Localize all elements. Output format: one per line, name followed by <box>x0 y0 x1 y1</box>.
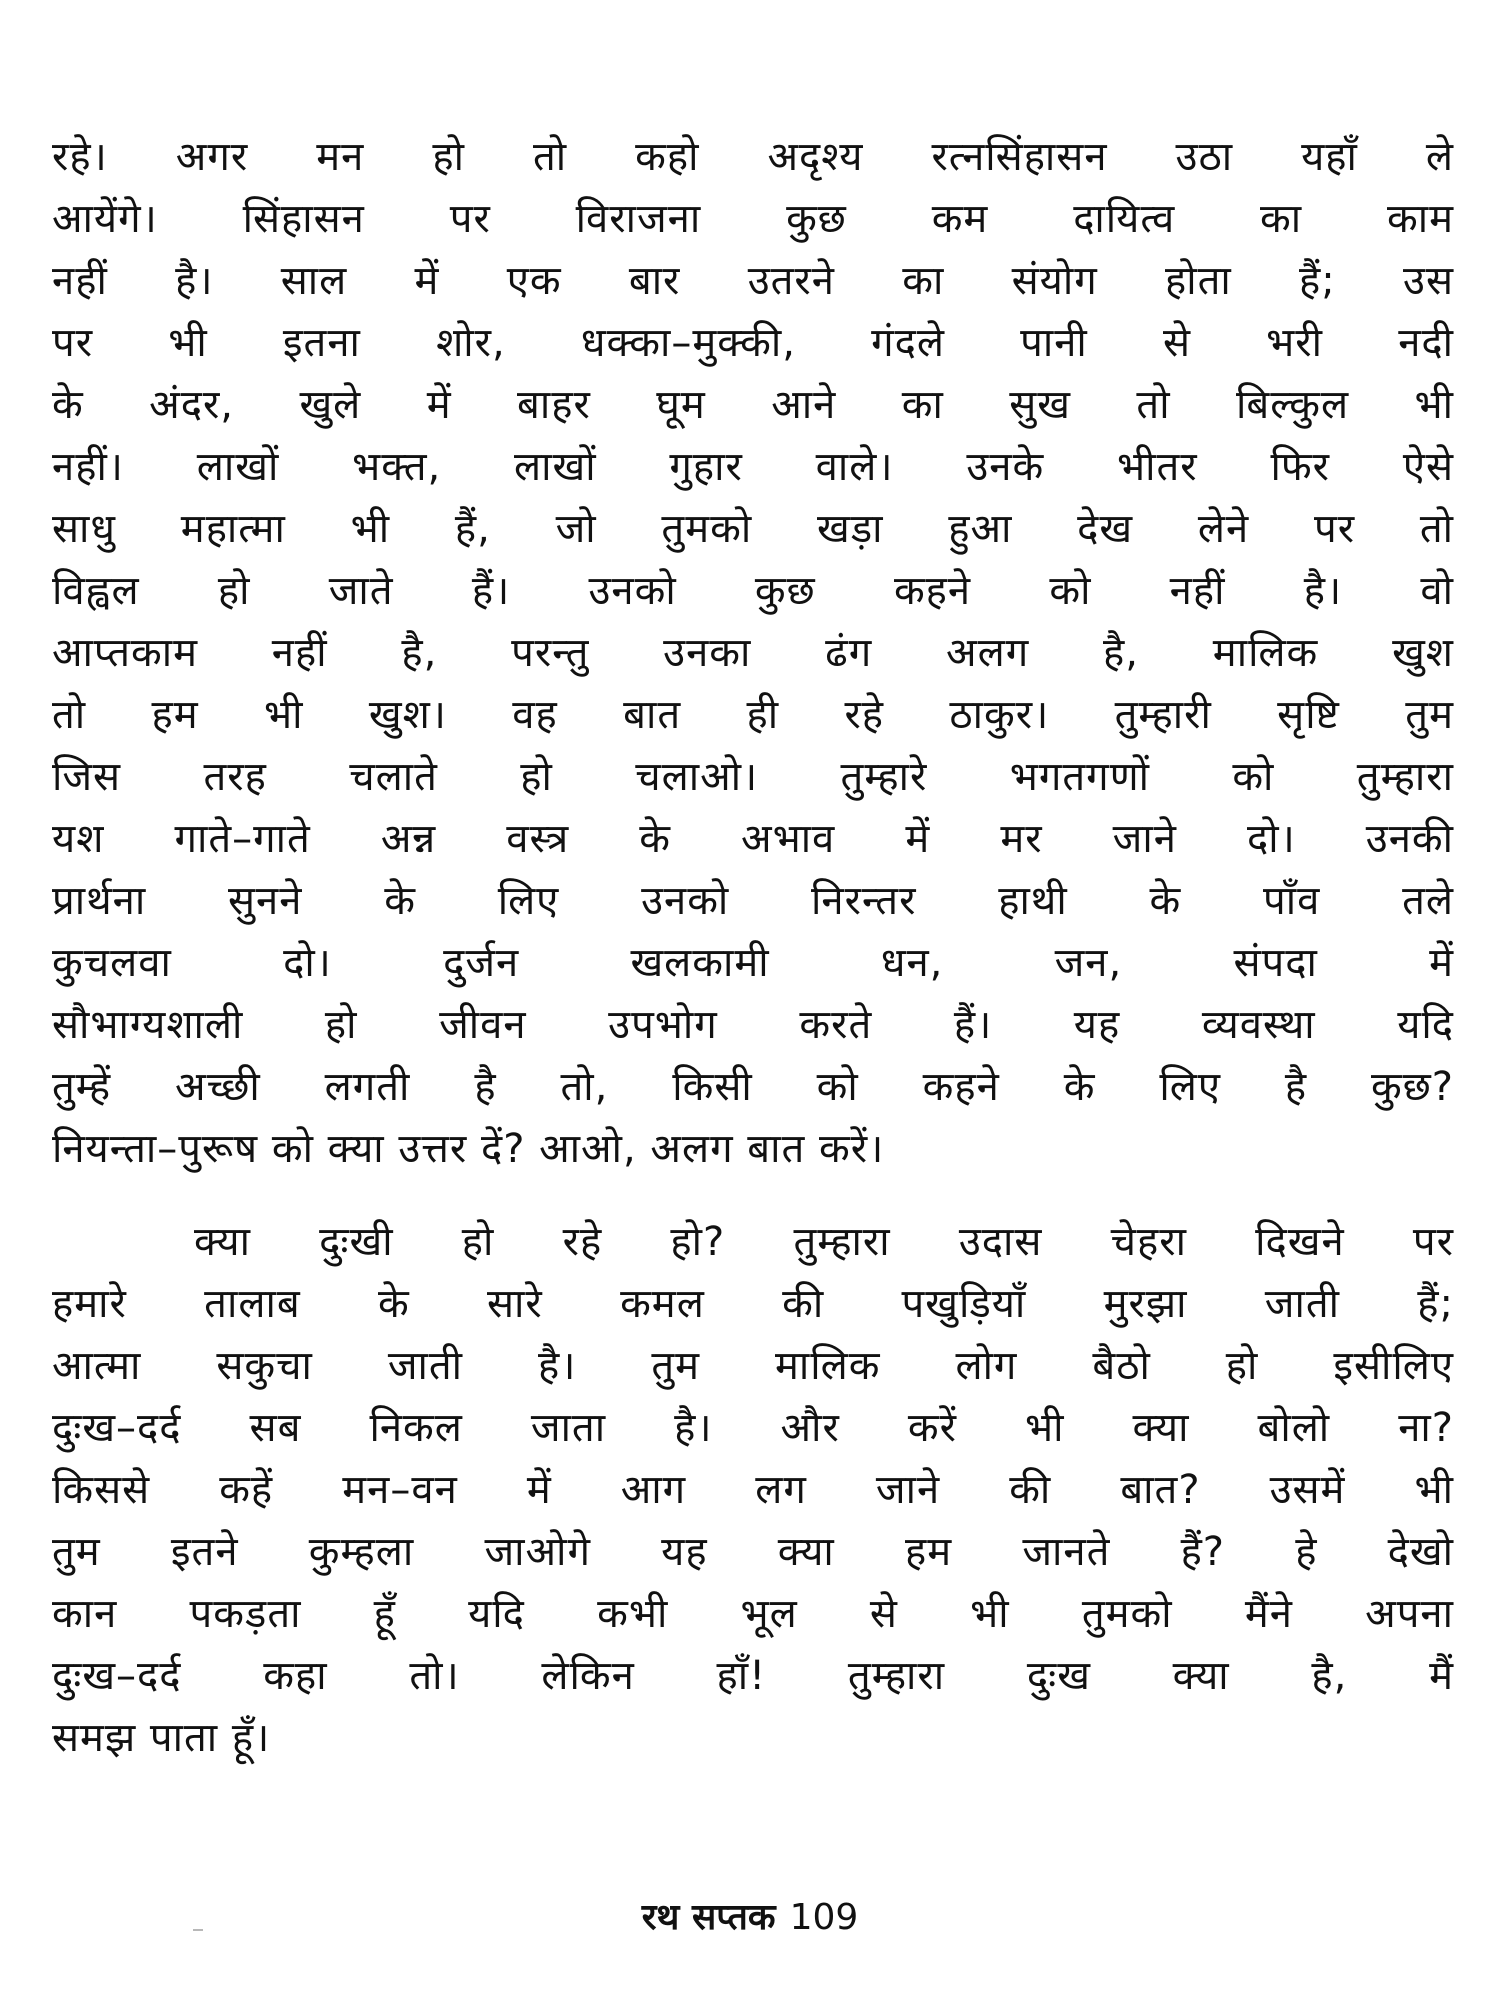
book-title: रथ सप्तक <box>641 1897 776 1938</box>
text-line: तो हम भी खुश। वह बात ही रहे ठाकुर। तुम्हारी सृष्टि तुम <box>52 692 1454 738</box>
text-line: आत्मा सकुचा जाती है। तुम मालिक लोग बैठो हो इसीलिए <box>52 1343 1454 1389</box>
page-footer <box>0 1894 1500 1942</box>
text-line: तुम इतने कुम्हला जाओगे यह क्या हम जानते हैं? हे देखो <box>52 1529 1454 1575</box>
paragraph-1 <box>52 126 1454 1180</box>
text-line: जिस तरह चलाते हो चलाओ। तुम्हारे भगतगणों को तुम्हारा <box>52 754 1454 800</box>
text-line: रहे। अगर मन हो तो कहो अदृश्य रत्नसिंहासन उठा यहाँ ले <box>52 134 1454 180</box>
text-line: सौभाग्यशाली हो जीवन उपभोग करते हैं। यह व्यवस्था यदि <box>52 1002 1454 1048</box>
text-line: कुचलवा दो। दुर्जन खलकामी धन, जन, संपदा में <box>52 940 1454 986</box>
scan-speck <box>193 1929 203 1931</box>
text-line: हमारे तालाब के सारे कमल की पखुड़ियाँ मुरझा जाती हैं; <box>52 1281 1454 1327</box>
text-line: आप्तकाम नहीं है, परन्तु उनका ढंग अलग है, मालिक खुश <box>52 630 1454 676</box>
text-line: कान पकड़ता हूँ यदि कभी भूल से भी तुमको मैंने अपना <box>52 1591 1454 1637</box>
text-line: पर भी इतना शोर, धक्का–मुक्की, गंदले पानी से भरी नदी <box>52 320 1454 366</box>
text-line: के अंदर, खुले में बाहर घूम आने का सुख तो बिल्कुल भी <box>52 382 1454 428</box>
text-line: साधु महात्मा भी हैं, जो तुमको खड़ा हुआ देख लेने पर तो <box>52 506 1454 552</box>
text-line: किससे कहें मन–वन में आग लग जाने की बात? उसमें भी <box>52 1467 1454 1513</box>
text-line: नहीं है। साल में एक बार उतरने का संयोग होता हैं; उस <box>52 258 1454 304</box>
text-line: दुःख–दर्द सब निकल जाता है। और करें भी क्या बोलो ना? <box>52 1405 1454 1451</box>
text-line: विह्वल हो जाते हैं। उनको कुछ कहने को नहीं है। वो <box>52 568 1454 614</box>
text-line: नहीं। लाखों भक्त, लाखों गुहार वाले। उनके भीतर फिर ऐसे <box>52 444 1454 490</box>
text-line: नियन्ता–पुरूष को क्या उत्तर दें? आओ, अलग बात करें। <box>52 1126 885 1172</box>
paragraph-2 <box>52 1211 1454 1769</box>
text-line: तुम्हें अच्छी लगती है तो, किसी को कहने के लिए है कुछ? <box>52 1064 1454 1110</box>
page-number: 109 <box>789 1897 859 1938</box>
text-line: समझ पाता हूँ। <box>52 1715 271 1761</box>
text-line: यश गाते–गाते अन्न वस्त्र के अभाव में मर जाने दो। उनकी <box>52 816 1454 862</box>
text-line: दुःख–दर्द कहा तो। लेकिन हाँ! तुम्हारा दुःख क्या है, मैं <box>52 1653 1454 1699</box>
text-line: क्या दुःखी हो रहे हो? तुम्हारा उदास चेहरा दिखने पर <box>194 1219 1454 1265</box>
text-line: प्रार्थना सुनने के लिए उनको निरन्तर हाथी के पाँव तले <box>52 878 1454 924</box>
text-line: आयेंगे। सिंहासन पर विराजना कुछ कम दायित्व का काम <box>52 196 1454 242</box>
